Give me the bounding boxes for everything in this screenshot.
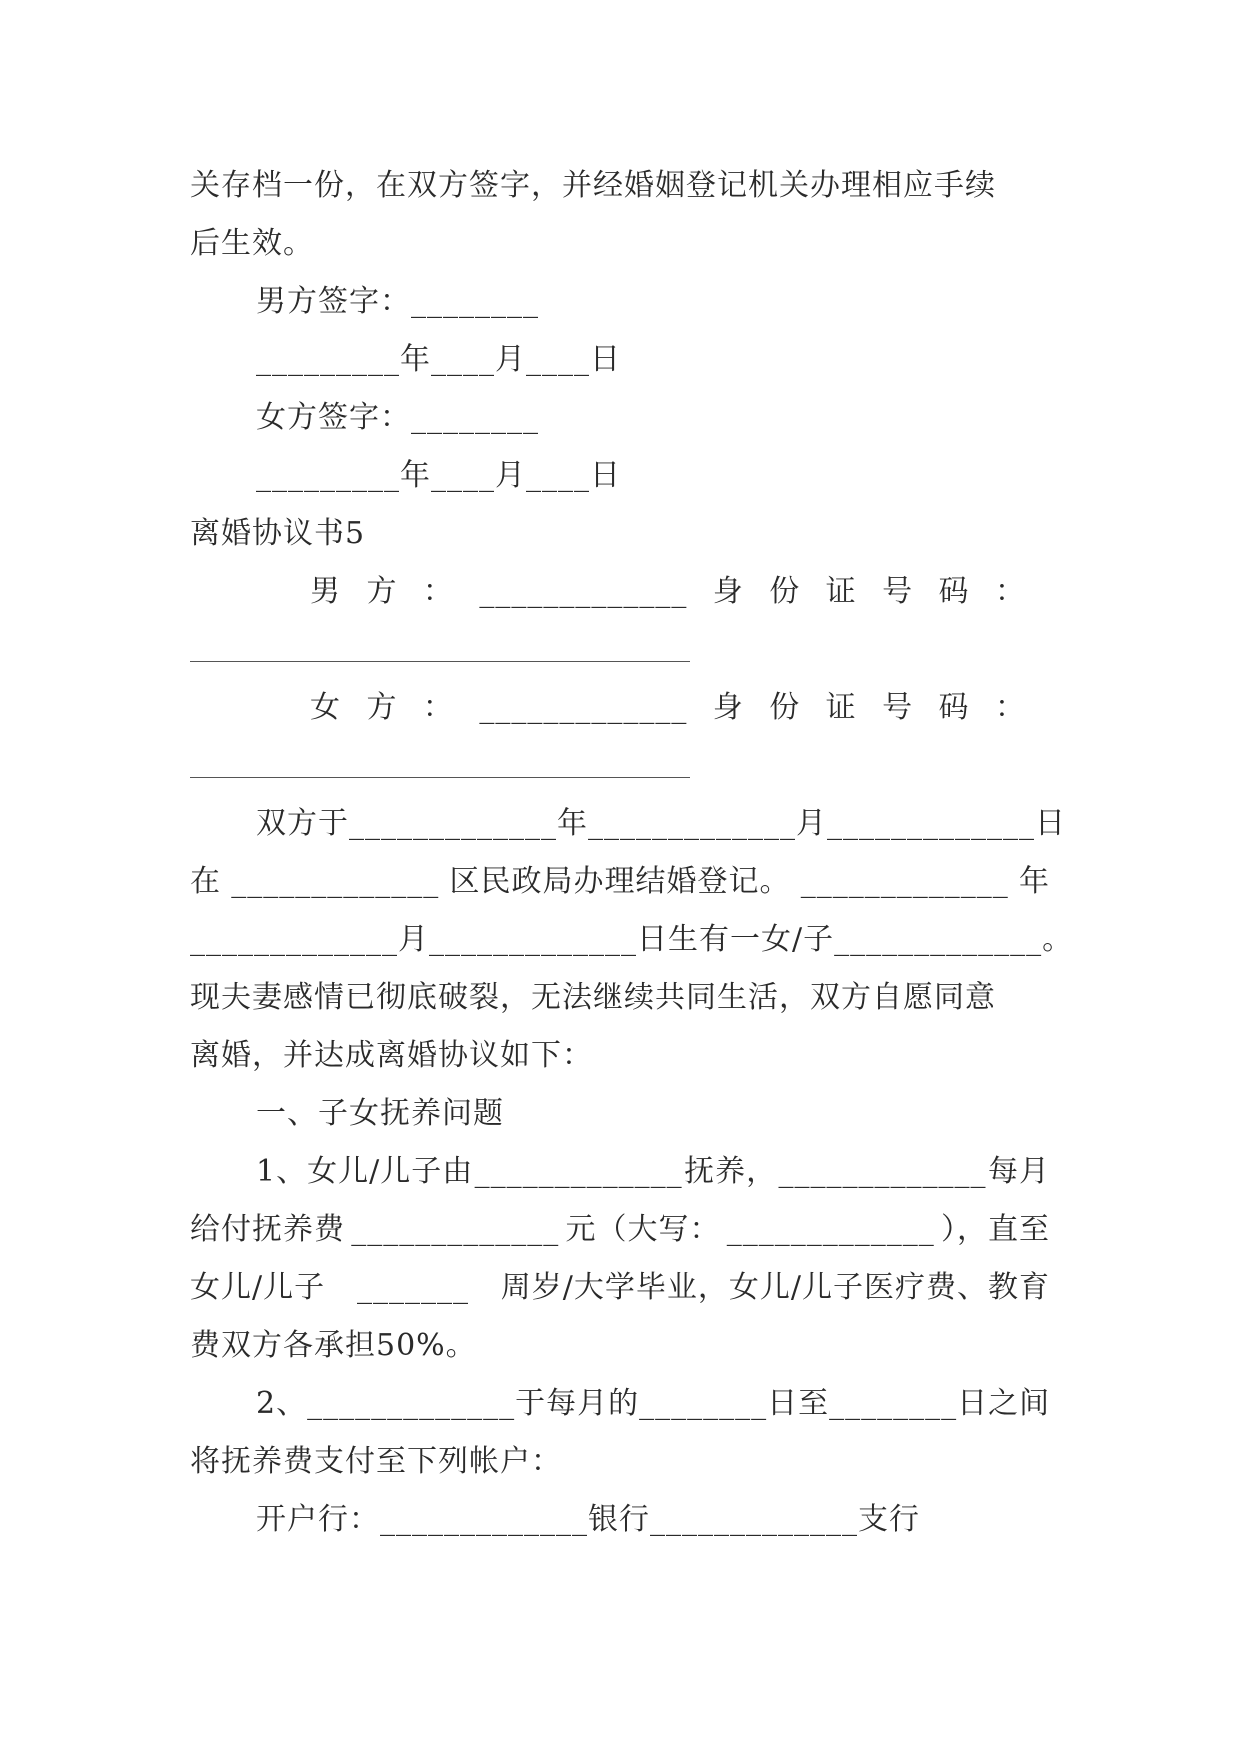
paragraph-line: 关存档一份，在双方签字，并经婚姻登记机关办理相应手续 <box>190 168 996 203</box>
female-id-blank <box>190 777 690 778</box>
female-signature-line: 女方签字：________ <box>256 400 539 435</box>
male-date-line: _________年____月____日 <box>256 342 621 377</box>
row-char: 码 <box>938 690 970 725</box>
section-heading: 一、子女抚养问题 <box>256 1096 504 1131</box>
blank: ________ <box>829 1386 958 1421</box>
text-run: 。 <box>1042 922 1074 957</box>
intro-line <box>256 804 1066 844</box>
item-line <box>190 1210 1050 1250</box>
blank: _____________ <box>349 806 557 841</box>
paragraph-line: 后生效。 <box>190 226 314 261</box>
row-char: 号 <box>882 690 914 725</box>
paragraph-line: 将抚养费支付至下列帐户： <box>190 1444 562 1479</box>
text-run: 年 <box>557 806 588 841</box>
blank: _____________ <box>800 864 1009 899</box>
text-run: 年 <box>1019 864 1050 899</box>
blank: ________ <box>639 1386 768 1421</box>
blank: _____________ <box>190 922 398 957</box>
text-run: 于每月的 <box>515 1386 640 1421</box>
text-run: 月 <box>398 922 429 957</box>
text-run: 2、 <box>256 1386 308 1421</box>
intro-line <box>190 862 1050 902</box>
blank: _____________ <box>231 864 440 899</box>
row-char: 身 <box>712 690 744 725</box>
male-signature-line: 男方签字：________ <box>256 284 539 319</box>
male-id-blank <box>190 661 690 662</box>
row-char: 码 <box>938 574 970 609</box>
row-char: ： <box>994 574 1026 609</box>
row-char: 份 <box>769 574 801 609</box>
blank: _______ <box>356 1270 469 1305</box>
blank: _____________ <box>351 1212 560 1247</box>
text-run: 日生有一女/子 <box>637 922 835 957</box>
text-run: 抚养， <box>684 1154 778 1189</box>
text-run: 在 <box>190 864 221 899</box>
female-party-row <box>310 688 1026 728</box>
blank: _____________ <box>834 922 1043 957</box>
blank: _____________ <box>726 1212 935 1247</box>
bank-line: 开户行：_____________银行_____________支行 <box>256 1502 920 1537</box>
text-run: 月 <box>796 806 827 841</box>
text-run: 给付抚养费 <box>190 1212 345 1247</box>
row-char: 号 <box>882 574 914 609</box>
name-blank: _____________ <box>479 574 688 609</box>
paragraph-line: 离婚，并达成离婚协议如下： <box>190 1038 593 1073</box>
item-line <box>256 1152 1050 1192</box>
blank: _____________ <box>778 1154 987 1189</box>
text-run: 周岁/大学毕业，女儿/儿子医疗费、教育 <box>500 1270 1050 1305</box>
row-char: ： <box>994 690 1026 725</box>
male-party-row <box>310 572 1026 612</box>
row-char: ： <box>422 574 454 609</box>
female-date-line: _________年____月____日 <box>256 458 621 493</box>
paragraph-line: 费双方各承担50%。 <box>190 1328 477 1363</box>
blank: _____________ <box>827 806 1035 841</box>
blank: _____________ <box>307 1386 516 1421</box>
row-char: 男 <box>310 574 341 609</box>
item-line <box>190 1268 1050 1308</box>
text-run: 每月 <box>987 1154 1050 1189</box>
text-run: 元（大写： <box>565 1212 721 1247</box>
text-run: 女儿/儿子 <box>190 1270 326 1305</box>
text-run: 双方于 <box>256 806 349 841</box>
row-char: 证 <box>825 690 857 725</box>
section-title: 离婚协议书5 <box>190 516 366 551</box>
text-run: 1、女儿/儿子由 <box>256 1154 474 1189</box>
paragraph-line: 现夫妻感情已彻底破裂，无法继续共同生活，双方自愿同意 <box>190 980 996 1015</box>
text-run: 日 <box>1035 806 1066 841</box>
text-run: 日至 <box>767 1386 830 1421</box>
row-char: 方 <box>366 690 398 725</box>
row-char: 身 <box>712 574 744 609</box>
text-run: ），直至 <box>941 1212 1050 1247</box>
item-line <box>256 1384 1050 1424</box>
row-char: 份 <box>769 690 801 725</box>
text-run: 日之间 <box>957 1386 1051 1421</box>
intro-line <box>190 920 1074 960</box>
row-char: 方 <box>366 574 398 609</box>
row-char: ： <box>422 690 454 725</box>
row-char: 证 <box>825 574 857 609</box>
name-blank: _____________ <box>479 690 688 725</box>
text-run: 区民政局办理结婚登记。 <box>449 864 791 899</box>
row-char: 女 <box>310 690 341 725</box>
blank: _____________ <box>588 806 796 841</box>
blank: _____________ <box>474 1154 683 1189</box>
blank: _____________ <box>429 922 637 957</box>
